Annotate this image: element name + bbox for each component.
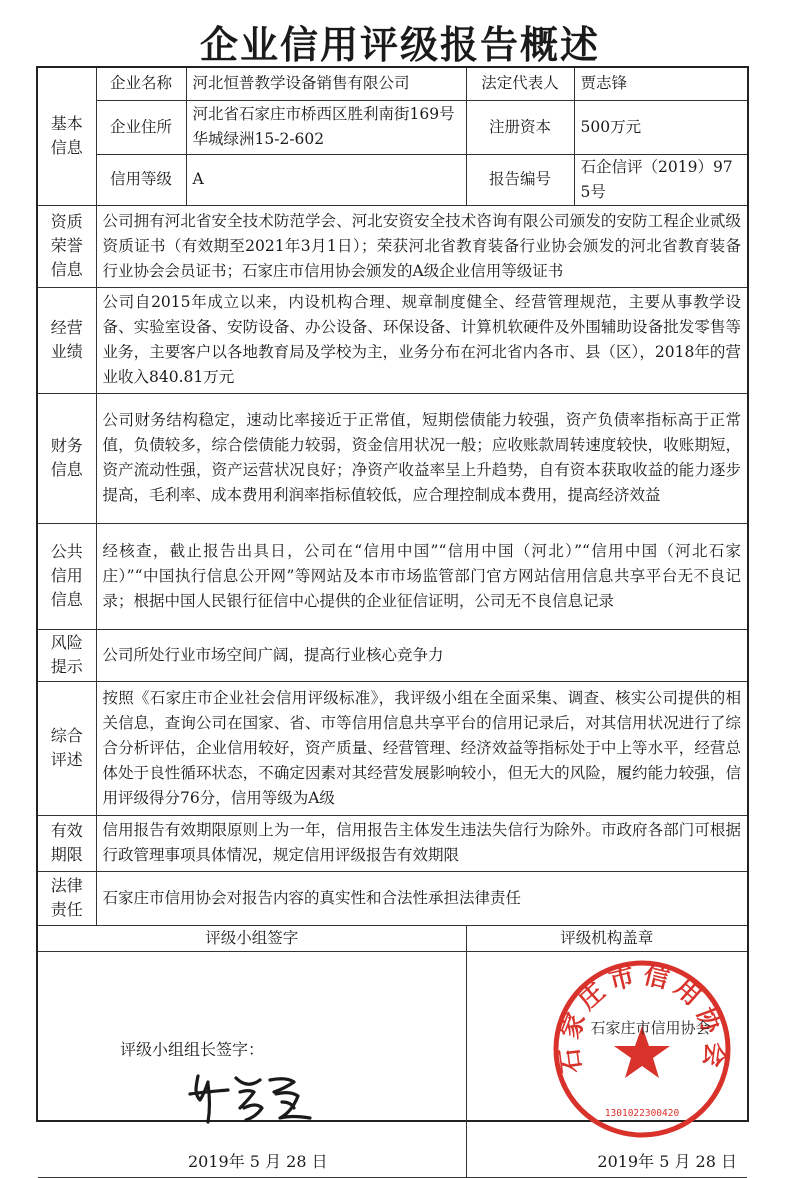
section-text: 按照《石家庄市企业社会信用评级标准》，我评级小组在全面采集、调查、核实公司提供的相关信息，查询公司在国家、省、市等信用信息共享平台的信用记录后，对其信用状况进行了综合分析评估，企业信用较好，资产质量、经营管理、经济效益等指标处于中上等水平，经营总体处于良性循环状态，不确定因素对其经营发展影响较小，但无大的风险，履约能力较强，信用评级得分76分，信用等级为A级	[96, 681, 747, 815]
basic-info-label: 基本信息	[38, 68, 96, 205]
company-name-label: 企业名称	[96, 68, 186, 100]
seal-date: 2019年 5 月 28 日	[597, 1151, 737, 1171]
report-no-value: 石企信评（2019）975号	[574, 154, 747, 205]
section-row	[38, 205, 747, 287]
section-text: 经核查，截止报告出具日，公司在“信用中国”“信用中国（河北）”“信用中国（河北石家庄）”“中国执行信息公开网”等网站及本市市场监管部门官方网站信用信息共享平台无不良记录；根据中国人民银行征信中心提供的企业征信证明，公司无不良信息记录	[96, 523, 747, 629]
section-label: 财务信息	[38, 393, 96, 523]
section-text: 公司财务结构稳定，速动比率接近于正常值，短期偿债能力较强，资产负债率指标高于正常值，负债较多，综合偿债能力较弱，资金信用状况一般；应收账款周转速度较快，收账期短，资产流动性强，资产运营状况良好；净资产收益率呈上升趋势，自有资本获取收益的能力逐步提高，毛利率、成本费用利润率指标值较低，应合理控制成本费用，提高经济效益	[96, 393, 747, 523]
report-table	[38, 68, 747, 1178]
section-label: 综合评述	[38, 681, 96, 815]
rating-value: A	[186, 154, 466, 205]
section-row	[38, 287, 747, 393]
section-row	[38, 871, 747, 925]
rating-label: 信用等级	[96, 154, 186, 205]
legal-rep-label: 法定代表人	[466, 68, 574, 100]
rating-team-signature-header: 评级小组签字	[38, 925, 466, 951]
section-row	[38, 629, 747, 681]
section-text: 公司拥有河北省安全技术防范学会、河北安资安全技术咨询有限公司颁发的安防工程企业贰级资质证书（有效期至2021年3月1日）；荣获河北省教育装备行业协会颁发的河北省教育装备行业协会会员证书；石家庄市信用协会颁发的A级企业信用等级证书	[96, 205, 747, 287]
page-title: 企业信用评级报告概述	[199, 23, 600, 67]
report-no-label: 报告编号	[466, 154, 574, 205]
section-label: 公共信用信息	[38, 523, 96, 629]
section-label: 资质荣誉信息	[38, 205, 96, 287]
section-label: 法律责任	[38, 871, 96, 925]
seal-cell	[467, 952, 748, 1177]
section-label: 风险提示	[38, 629, 96, 681]
section-text: 公司所处行业市场空间广阔，提高行业核心竞争力	[96, 629, 747, 681]
legal-rep-value: 贾志锋	[574, 68, 747, 100]
seal-number: 1301022300420	[604, 1107, 679, 1119]
capital-value: 500万元	[574, 100, 747, 154]
handwritten-signature	[184, 1064, 334, 1126]
section-text: 公司自2015年成立以来，内设机构合理、规章制度健全、经营管理规范，主要从事教学设备、实验室设备、安防设备、办公设备、环保设备、计算机软硬件及外围辅助设备批发零售等业务，主要客户以各地教育局及学校为主，业务分布在河北省内各市、县（区），2018年的营业收入840.81万元	[96, 287, 747, 393]
section-row	[38, 815, 747, 871]
signature-cell	[38, 952, 466, 1177]
section-label: 有效期限	[38, 815, 96, 871]
seal-ring-text: 石家庄市信用协会	[553, 959, 730, 1075]
signature-date: 2019年 5 月 28 日	[188, 1151, 328, 1171]
section-label: 经营业绩	[38, 287, 96, 393]
section-text: 信用报告有效期限原则上为一年，信用报告主体发生违法失信行为除外。市政府各部门可根据行政管理事项具体情况，规定信用评级报告有效期限	[96, 815, 747, 871]
team-leader-signature-label: 评级小组组长签字：	[120, 1039, 265, 1059]
capital-label: 注册资本	[466, 100, 574, 154]
report-table-frame	[36, 66, 749, 1171]
section-row	[38, 681, 747, 815]
seal-center-text: 石家庄市信用协会	[590, 1018, 711, 1037]
section-row	[38, 523, 747, 629]
address-label: 企业住所	[96, 100, 186, 154]
official-seal-stamp	[549, 956, 735, 1142]
company-name-value: 河北恒普教学设备销售有限公司	[186, 68, 466, 100]
address-value: 河北省石家庄市桥西区胜利南街169号华城绿洲15-2-602	[186, 100, 466, 154]
section-text: 石家庄市信用协会对报告内容的真实性和合法性承担法律责任	[96, 871, 747, 925]
section-row	[38, 393, 747, 523]
rating-agency-seal-header: 评级机构盖章	[466, 925, 747, 951]
